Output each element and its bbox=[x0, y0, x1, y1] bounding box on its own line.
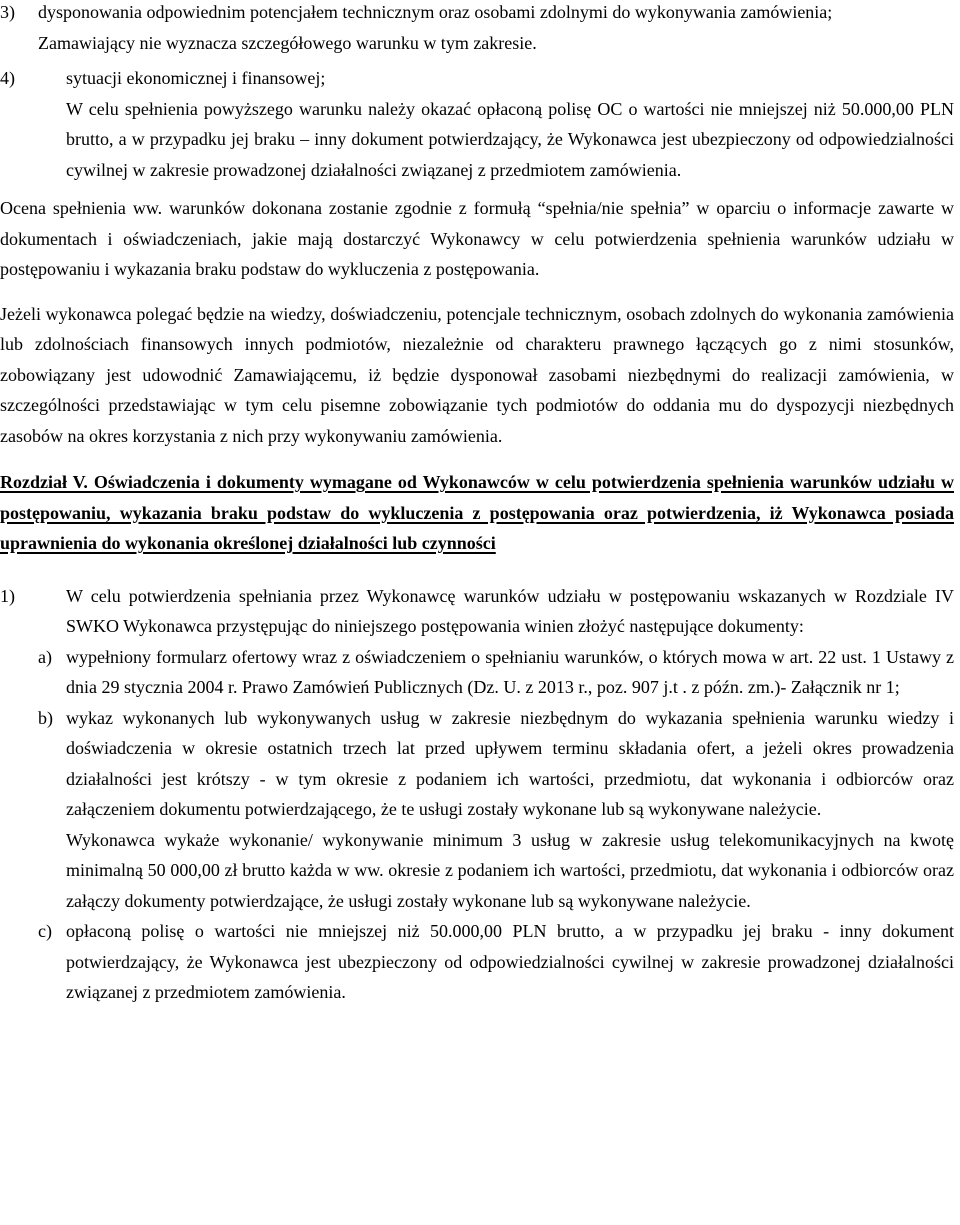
item-b-text: wykaz wykonanych lub wykonywanych usług w zakresie niezbędnym do wykazania spełnienia warunku wiedzy i doświadczenia w okresie ostatnich trzech lat przed upływem terminu składania ofert, a jeżeli okres prowadzenia działalności jest krótszy - w tym okresie z podaniem ich wartości, przedmiotu, dat wykonania i odbiorców oraz załączeniem dokumentu potwierdzającego, że te usługi zostały wykonane lub są wykonywane należycie. bbox=[66, 707, 954, 819]
document-list-item-b bbox=[38, 703, 954, 917]
requirement-1-text: W celu potwierdzenia spełniania przez Wykonawcę warunków udziału w postępowaniu wskazanych w Rozdziale IV SWKO Wykonawca przystępując do niniejszego postępowania winien złożyć następujące dokumenty: bbox=[66, 585, 954, 636]
item-c-text: opłaconą polisę o wartości nie mniejszej niż 50.000,00 PLN brutto, a w przypadku jej braku - inny dokument potwierdzający, że Wykonawca jest ubezpieczony od odpowiedzialności cywilnej w zakresie prowadzonej działalności związanej z przedmiotem zamówienia. bbox=[66, 921, 954, 1002]
requirement-1-number: 1) bbox=[0, 585, 15, 606]
condition-3-title: dysponowania odpowiednim potencjałem technicznym oraz osobami zdolnymi do wykonywania zamówienia; bbox=[38, 2, 833, 22]
item-c-letter: c) bbox=[38, 921, 52, 941]
assessment-paragraph: Ocena spełnienia ww. warunków dokonana zostanie zgodnie z formułą “spełnia/nie spełnia” w oparciu o informacje zawarte w dokumentach i oświadczeniach, jakie mają dostarczyć Wykonawcy w celu potwierdzenia spełnienia warunków udziału w postępowaniu i wykazania braku podstaw do wykluczenia z postępowania. bbox=[0, 198, 954, 279]
item-a-letter: a) bbox=[38, 646, 52, 667]
requirement-1 bbox=[0, 581, 954, 642]
item-b-letter: b) bbox=[38, 707, 53, 728]
document-list bbox=[0, 642, 954, 1008]
document-list-item-a bbox=[38, 642, 954, 703]
document-list-item-c bbox=[38, 916, 954, 1008]
chapter-heading: Rozdział V. Oświadczenia i dokumenty wymagane od Wykonawców w celu potwierdzenia spełnienia warunków udziału w postępowaniu, wykazania braku podstaw do wykluczenia z postępowania oraz potwierdzenia, iż Wykonawca posiada uprawnienia do wykonania określonej działalności lub czynności bbox=[0, 472, 954, 553]
condition-3-number: 3) bbox=[0, 2, 15, 22]
item-b-extra: Wykonawca wykaże wykonanie/ wykonywanie minimum 3 usług w zakresie usług telekomunikacyjnych na kwotę minimalną 50 000,00 zł brutto każda w ww. okresie z podaniem ich wartości, przedmiotu, dat wykonania i odbiorców oraz załączy dokumenty potwierdzające, że usługi zostały wykonane lub są wykonywane należycie. bbox=[66, 829, 954, 911]
condition-3-note: Zamawiający nie wyznacza szczegółowego warunku w tym zakresie. bbox=[38, 32, 537, 53]
condition-3 bbox=[0, 0, 954, 58]
item-a-text: wypełniony formularz ofertowy wraz z oświadczeniem o spełnianiu warunków, o których mowa w art. 22 ust. 1 Ustawy z dnia 29 stycznia 2004 r. Prawo Zamówień Publicznych (Dz. U. z 2013 r., poz. 907 j.t . z późn. zm.)- Załącznik nr 1; bbox=[66, 646, 954, 697]
condition-4 bbox=[0, 63, 954, 94]
condition-4-title: sytuacji ekonomicznej i finansowej; bbox=[66, 68, 326, 88]
condition-4-number: 4) bbox=[0, 68, 15, 88]
condition-4-note: W celu spełnienia powyższego warunku należy okazać opłaconą polisę OC o wartości nie mniejszej niż 50.000,00 PLN brutto, a w przypadku jej braku – inny dokument potwierdzający, że Wykonawca jest ubezpieczony od odpowiedzialności cywilnej w zakresie prowadzonej działalności związanej z przedmiotem zamówienia. bbox=[66, 98, 954, 180]
resources-paragraph: Jeżeli wykonawca polegać będzie na wiedzy, doświadczeniu, potencjale technicznym, osobach zdolnych do wykonania zamówienia lub zdolnościach finansowych innych podmiotów, niezależnie od charakteru prawnego łączących go z nimi stosunków, zobowiązany jest udowodnić Zamawiającemu, iż będzie dysponował zasobami niezbędnymi do realizacji zamówienia, w szczególności przedstawiając w tym celu pisemne zobowiązanie tych podmiotów do oddania mu do dyspozycji niezbędnych zasobów na okres korzystania z nich przy wykonywaniu zamówienia. bbox=[0, 303, 954, 446]
